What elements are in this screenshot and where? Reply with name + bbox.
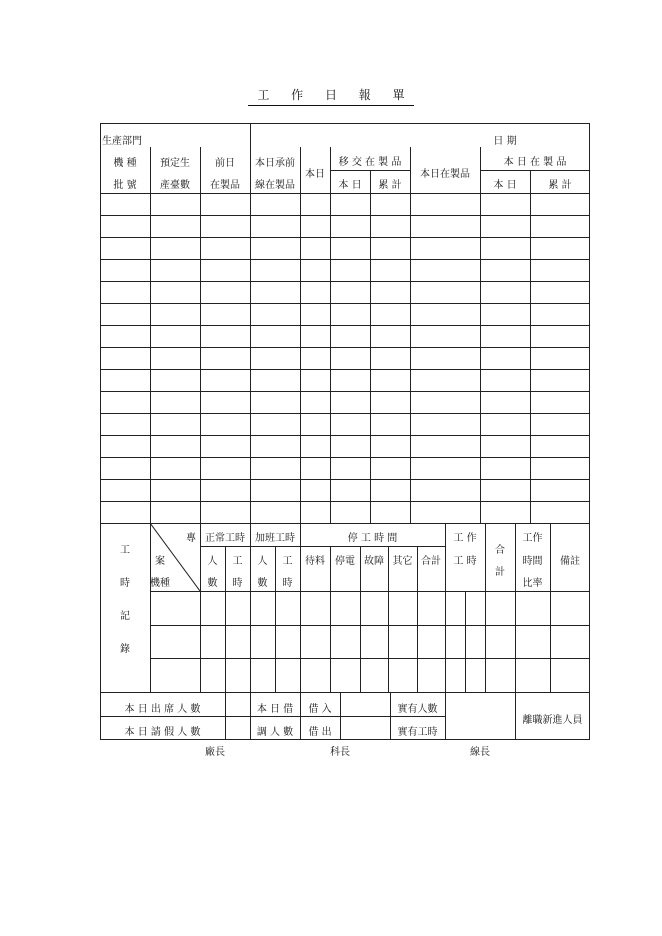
hours-column-rule: [445, 523, 446, 692]
date-label: 日 期: [493, 136, 517, 147]
table-row-rule: [100, 391, 590, 392]
hours-subheader-rule: [200, 546, 300, 547]
overtime-hours-label: 加班工時: [255, 533, 295, 544]
footer-column-rule: [445, 692, 446, 740]
corner-label-bottom: 機種: [150, 578, 170, 589]
table-column-rule: [480, 193, 481, 523]
corner-label-top: 專: [186, 533, 196, 544]
footer-column-rule: [340, 692, 341, 740]
hours-column-rule: [200, 523, 201, 692]
prev-wip-label-1: 前日: [215, 158, 235, 169]
hours-record-side-label: 工: [120, 545, 130, 556]
hours-row-rule: [150, 658, 590, 659]
current-wip-subheader-rule: [480, 170, 590, 171]
hours-header-bottom-rule: [150, 591, 590, 592]
work-time-ratio-label-2: 時間: [522, 556, 543, 567]
other-label: 其它: [392, 556, 413, 567]
hours-record-side-label: 記: [120, 611, 130, 622]
table-row-rule: [100, 479, 590, 480]
borrow-in-label: 借 入: [308, 704, 332, 715]
table-column-rule: [250, 193, 251, 523]
plan-label-1: 預定生: [160, 158, 190, 169]
normal-hours-label: 正常工時: [205, 533, 245, 544]
hours-label-1: 工: [282, 556, 293, 567]
transfer-today-label: 本 日: [338, 180, 362, 191]
prev-wip-label-2: 在製品: [210, 180, 240, 191]
current-wip-label: 本 日 在 製 品: [503, 157, 567, 168]
table-row-rule: [100, 369, 590, 370]
downtime-subtotal-label: 合計: [421, 556, 441, 567]
remark-label: 備註: [560, 556, 580, 567]
header-column-rule: [250, 123, 251, 147]
table-row-rule: [100, 259, 590, 260]
table-row-rule: [100, 501, 590, 502]
hours-label-2: 時: [282, 578, 293, 589]
table-row-rule: [100, 435, 590, 436]
corner-label-middle: 案: [155, 556, 165, 567]
downtime-label: 停 工 時 間: [347, 533, 398, 544]
table-row-rule: [100, 281, 590, 282]
section-chief-label: 科長: [330, 747, 350, 758]
factory-manager-label: 廠長: [205, 747, 225, 758]
batch-label: 批 號: [113, 180, 137, 191]
table-column-rule: [530, 193, 531, 523]
plan-label-2: 產臺數: [160, 180, 190, 191]
people-count-label-1: 人: [207, 556, 218, 567]
table-row-rule: [100, 237, 590, 238]
work-hours-label-1: 工 作: [453, 533, 477, 544]
machine-label: 機 種: [113, 158, 137, 169]
received-label-2: 線在製品: [255, 180, 295, 191]
table-row-rule: [100, 457, 590, 458]
hours-column-rule: [465, 591, 466, 692]
hours-row-rule: [150, 625, 590, 626]
transfer-wip-label: 移 交 在 製 品: [338, 157, 402, 168]
hours-column-rule: [300, 523, 301, 692]
work-hours-label-2: 工 時: [453, 556, 477, 567]
attendance-count-label: 本 日 出 席 人 數: [124, 704, 201, 715]
table-row-rule: [100, 413, 590, 414]
hours-column-rule: [550, 523, 551, 692]
table-column-rule: [150, 193, 151, 523]
dept-label: 生產部門: [102, 136, 142, 147]
hours-label-2: 時: [232, 578, 243, 589]
table-column-rule: [200, 193, 201, 523]
work-time-ratio-label-1: 工作: [522, 533, 543, 544]
work-time-ratio-label-3: 比率: [522, 578, 543, 589]
transfer-subheader-rule: [330, 170, 410, 171]
transfer-cumulative-label: 累 計: [378, 180, 402, 191]
total-label-1: 合: [495, 545, 505, 556]
hours-column-rule: [250, 523, 251, 692]
downtime-subheader-rule: [300, 546, 445, 547]
form-title: 工 作 日 報 單: [0, 86, 662, 106]
today-label: 本日: [305, 169, 325, 180]
actual-people-label: 實有人數: [397, 704, 438, 715]
hours-column-rule: [515, 523, 516, 692]
transfer-count-label-1: 本 日 借: [256, 704, 294, 715]
actual-hours-label: 實有工時: [397, 727, 438, 738]
table-column-rule: [370, 193, 371, 523]
footer-row-rule: [100, 716, 445, 717]
resign-new-staff-label: 離職新進人員: [522, 715, 583, 726]
table-column-rule: [330, 193, 331, 523]
table-row-rule: [100, 347, 590, 348]
people-count-label-2: 數: [257, 578, 268, 589]
header-bottom-rule: [100, 193, 590, 194]
borrow-out-label: 借 出: [308, 727, 332, 738]
table-row-rule: [100, 303, 590, 304]
hours-record-side-label: 錄: [120, 644, 130, 655]
received-label-1: 本日承前: [255, 158, 295, 169]
hours-label-1: 工: [232, 556, 243, 567]
table-column-rule: [300, 193, 301, 523]
section-divider: [100, 692, 590, 693]
people-count-label-1: 人: [257, 556, 268, 567]
table-row-rule: [100, 215, 590, 216]
footer-column-rule: [225, 692, 226, 740]
table-column-rule: [410, 193, 411, 523]
leave-count-label: 本 日 請 假 人 數: [124, 727, 201, 738]
total-label-2: 計: [495, 567, 505, 578]
current-wip-cumulative-label: 累 計: [548, 180, 572, 191]
table-row-rule: [100, 325, 590, 326]
fault-label: 故障: [364, 556, 384, 567]
hours-record-side-label: 時: [120, 578, 130, 589]
line-leader-label: 線長: [470, 747, 490, 758]
today-wip-label: 本日在製品: [420, 169, 470, 180]
people-count-label-2: 數: [207, 578, 218, 589]
current-wip-today-label: 本 日: [493, 180, 517, 191]
power-outage-label: 停電: [335, 556, 355, 567]
waiting-material-label: 待料: [305, 556, 325, 567]
transfer-count-label-2: 調 人 數: [256, 727, 294, 738]
